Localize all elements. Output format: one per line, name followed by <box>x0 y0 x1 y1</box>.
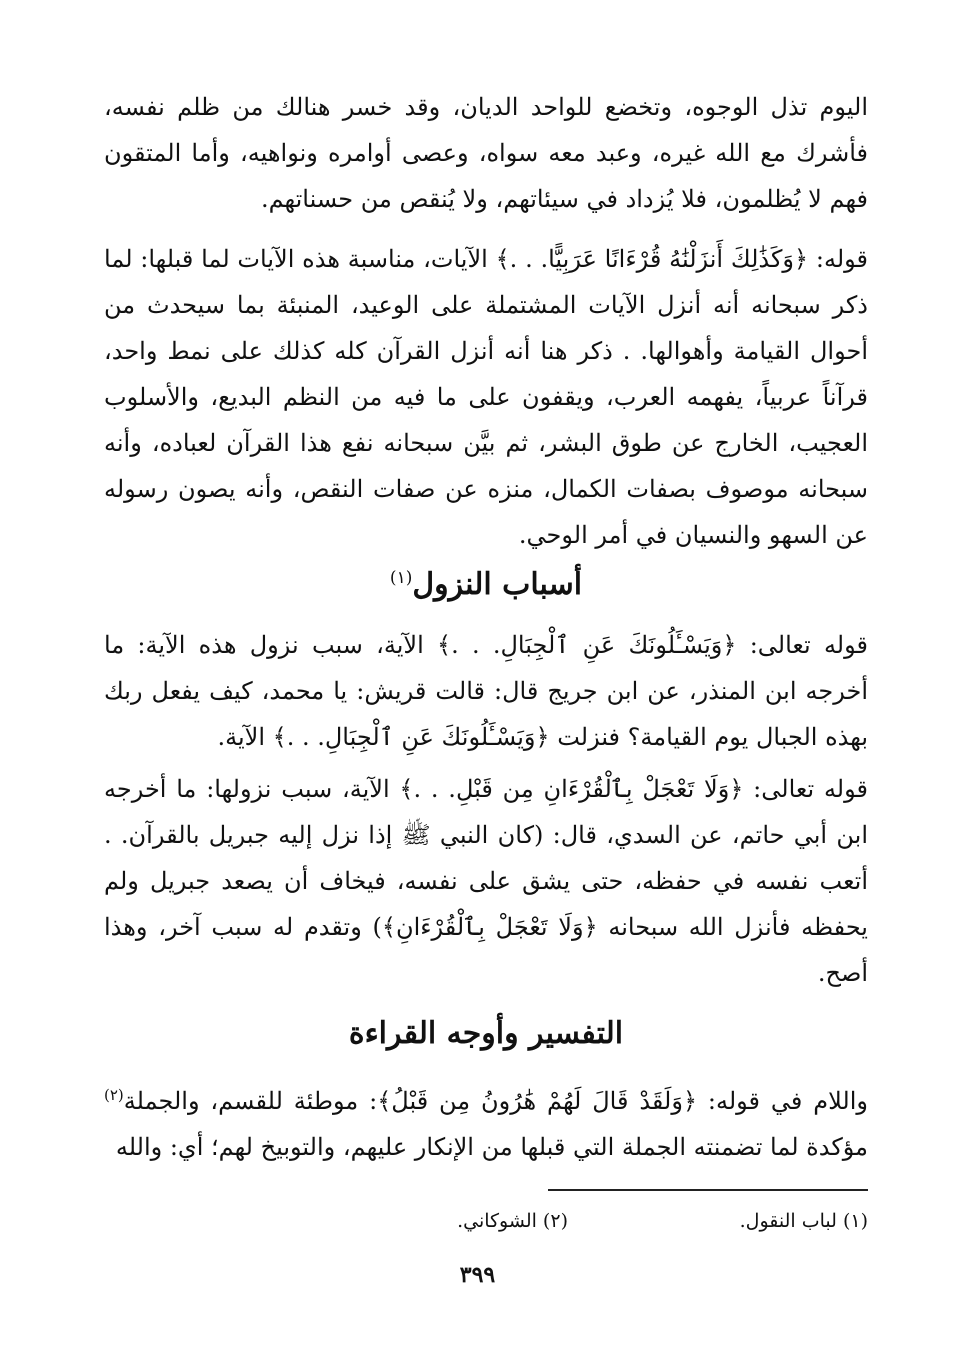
paragraph-munasaba: قوله: ﴿وَكَذَٰلِكَ أَنزَلْنَٰهُ قُرْءَانًا عَرَبِيًّا. . .﴾ الآيات، مناسبة هذه الآيات لما قبلها: لما ذكر سبحانه أنه أنزل الآيات المشتملة على الوعيد، المنبئة بما سيحدث من أحوال القيامة وأهوالها. . ذكر هنا أنه أنزل القرآن كله كذلك على نمط واحد، قرآناً عربياً، يفهمه العرب، ويقفون على ما فيه من النظم البديع، والأسلوب العجيب، الخارج عن طوق البشر، ثم بيَّن سبحانه نفع هذا القرآن لعباده، وأنه سبحانه موصوف بصفات الكمال، منزه عن صفات النقص، وأنه يصون رسوله عن السهو والنسيان في أمر الوحي. <box>104 245 868 549</box>
page-number: ٣٩٩ <box>459 1262 496 1288</box>
heading-asbab-footnote-ref: (١) <box>389 568 413 588</box>
paragraph-footnote-ref: (٢) <box>104 1086 124 1104</box>
heading-asbab-nuzul <box>104 558 868 605</box>
paragraph-tafsir <box>104 1072 868 1170</box>
paragraph-tafsir-rest: مؤكدة لما تضمنته الجملة التي قبلها من الإنكار عليهم، والتوبيخ لهم؛ أي: والله <box>115 1133 868 1161</box>
heading-asbab-text: أسباب النزول <box>412 567 583 602</box>
paragraph-jibal: قوله تعالى: ﴿وَيَسْـَٔلُونَكَ عَنِ ٱلْجِبَالِ. . .﴾ الآية، سبب نزول هذه الآية: ما أخرجه ابن المنذر، عن ابن جريج قال: قالت قريش: يا محمد، كيف يفعل ربك بهذه الجبال يوم القيامة؟ فنزلت ﴿وَيَسْـَٔلُونَكَ عَنِ ٱلْجِبَالِ. . .﴾ الآية. <box>104 631 868 751</box>
footnote-separator <box>548 1189 868 1191</box>
paragraph-intro: اليوم تذل الوجوه، وتخضع للواحد الديان، وقد خسر هنالك من ظلم نفسه، فأشرك مع الله غيره، وعبد معه سواه، وعصى أوامره ونواهيه، وأما المتقون فهم لا يُظلمون، فلا يُزداد في سيئاتهم، ولا يُنقص من حسناتهم. <box>104 93 868 213</box>
footnote-1: (١) لباب النقول. <box>739 1210 868 1232</box>
heading-tafsir: التفسير وأوجه القراءة <box>348 1016 624 1051</box>
paragraph-la-tajal: قوله تعالى: ﴿وَلَا تَعْجَلْ بِٱلْقُرْءَانِ مِن قَبْلِ. . .﴾ الآية، سبب نزولها: ما أخرجه ابن أبي حاتم، عن السدي، قال: (كان النبي ﷺ إذا نزل إليه جبريل بالقرآن. . أتعب نفسه في حفظه، حتى يشق على نفسه، فيخاف أن يصعد جبريل ولم يحفظه فأنزل الله سبحانه ﴿وَلَا تَعْجَلْ بِٱلْقُرْءَانِ﴾) وتقدم له سبب آخر، وهذا أصح. <box>104 775 868 987</box>
footnote-2: (٢) الشوكاني. <box>457 1210 568 1232</box>
paragraph-tafsir-start: واللام في قوله: ﴿وَلَقَدْ قَالَ لَهُمْ هَٰرُونُ مِن قَبْلُ﴾: موطئة للقسم، والجملة <box>123 1087 868 1115</box>
